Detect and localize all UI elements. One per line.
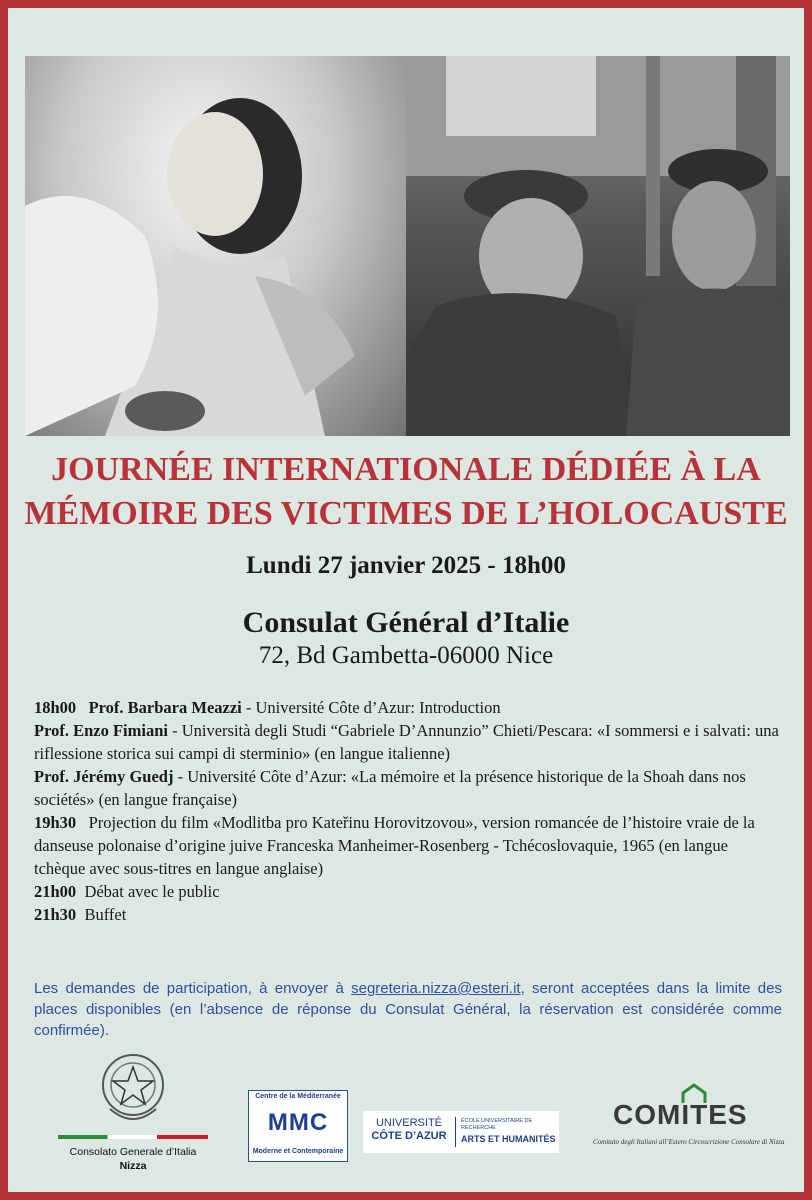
headline-line-1: JOURNÉE INTERNATIONALE DÉDIÉE À LA [51,451,761,488]
mmc-bottom-text: Moderne et Contemporaine [252,1148,344,1155]
consolato-name [48,1145,218,1173]
program-text: Buffet [84,905,127,924]
program-text: - Université Côte d’Azur: Introduction [241,698,501,717]
program-item [34,765,780,811]
program-speaker: Prof. Barbara Meazzi [88,698,242,717]
house-icon [679,1083,709,1105]
program-speaker: Prof. Jérémy Guedj [34,767,174,786]
participation-notice [34,978,782,1041]
program-text: Projection du film «Modlitba pro Kateřinu Horovitzovou», version romancée de l’histoire vraie de la danseuse polonaise d’origine juive Franceska Manheimer-Rosenberg - Tchécoslovaquie, 1965 (en langue tchèque avec sous-titres en langue anglaise) [34,813,755,878]
program-time: 21h30 [34,905,77,924]
mmc-top-text: Centre de la Méditerranée [255,1093,341,1100]
uca-logo [363,1111,559,1153]
event-date: Lundi 27 janvier 2025 - 18h00 [246,552,566,579]
mmc-logo [248,1090,348,1162]
program-time: 21h00 [34,882,77,901]
headline-line-2: MÉMOIRE DES VICTIMES DE L’HOLOCAUSTE [24,495,788,532]
notice-after: , seront acceptées dans la limite des places disponibles (en l’absence de réponse du Consulat Général, la réservation est considérée comme confirmée). [34,980,782,1039]
uca-school-big: ARTS ET HUMANITÉS [461,1134,556,1144]
program-speaker: Prof. Enzo Fimiani [34,721,168,740]
program-list [34,696,780,926]
uca-name [369,1117,449,1143]
uca-line-2: CÔTE D’AZUR [371,1130,447,1142]
program-item [34,719,780,765]
event-headline [8,448,804,536]
officers-photo-art [406,56,790,436]
uca-divider [455,1117,456,1147]
consolato-line-1: Consolato Generale d’Italia [69,1146,197,1158]
program-item [34,811,780,880]
program-item [34,696,780,719]
comites-name: COMITES [613,1099,748,1130]
program-text: Débat avec le public [84,882,220,901]
program-text: - Université Côte d’Azur: «La mémoire et la présence historique de la Shoah dans nos sociétés» (en langue française) [34,767,746,809]
photo-officers [406,56,790,436]
notice-before: Les demandes de participation, à envoyer à [34,980,352,997]
venue-address: 72, Bd Gambetta-06000 Nice [258,642,554,669]
uca-line-1: UNIVERSITÉ [375,1117,442,1129]
consolato-logo [48,1043,218,1178]
mmc-acronym: MMC [267,1109,329,1136]
email-link[interactable]: segreteria.nizza@esteri.it [351,980,521,997]
uca-school-small: ÉCOLE UNIVERSITAIRE DE RECHERCHE [461,1118,533,1131]
program-time: 18h00 [34,698,77,717]
program-text: - Università degli Studi “Gabriele D’Annunzio” Chieti/Pescara: «I sommersi e i salvati: una riflessione storica sui campi di sterminio» (en langue italienne) [34,721,779,763]
comites-subtitle: Comitato degli Italiani all’Estero Circoscrizione Consolare di Nizza [593,1138,785,1146]
venue-name: Consulat Général d’Italie [242,606,570,639]
italian-flag-stripe [58,1135,208,1139]
republic-emblem-icon [98,1047,168,1129]
comites-logo [593,1083,793,1163]
photo-dancer [25,56,412,436]
poster [8,8,804,1192]
program-time: 19h30 [34,813,77,832]
program-item [34,903,780,926]
dancer-photo-art [25,56,412,436]
consolato-line-2: Nizza [119,1160,147,1172]
uca-school [461,1118,557,1146]
program-item [34,880,780,903]
